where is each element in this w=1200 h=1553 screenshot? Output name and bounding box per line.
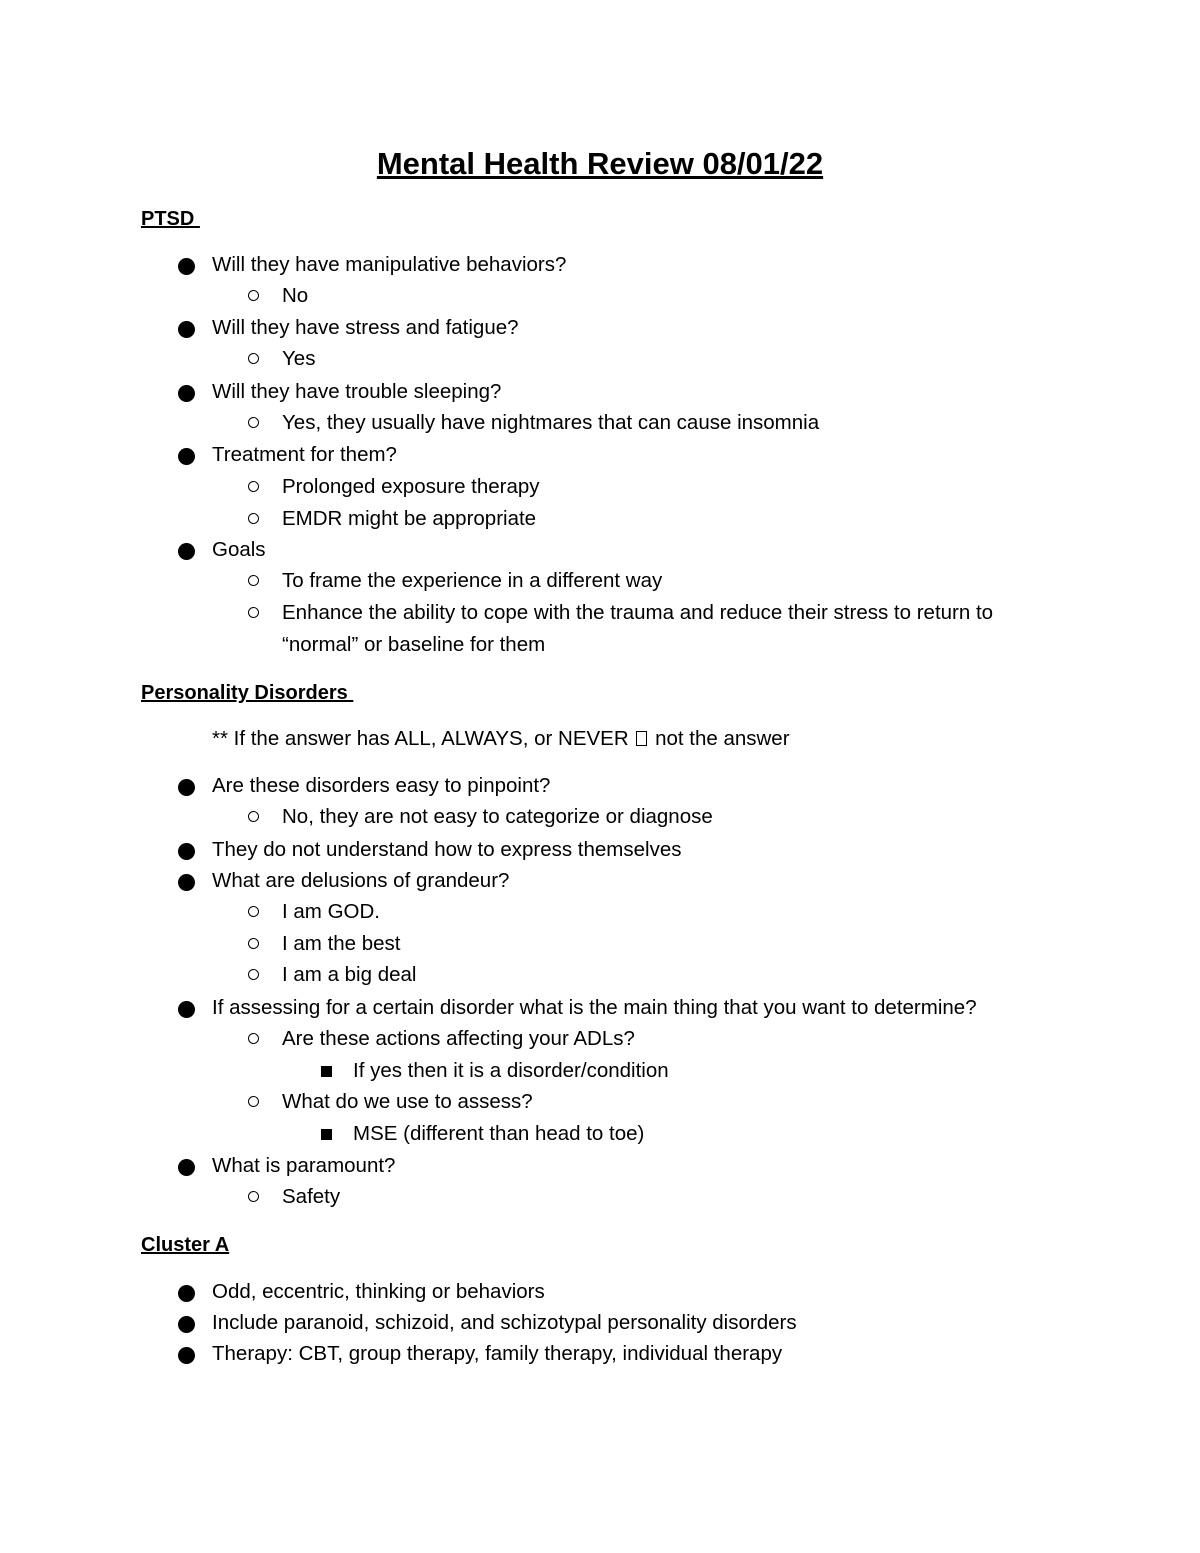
list-item: They do not understand how to express themselves <box>212 838 682 861</box>
list-item: If assessing for a certain disorder what is the main thing that you want to determine? <box>212 996 977 1019</box>
circle-bullet-icon <box>248 575 259 586</box>
arrow-glyph-icon <box>636 731 647 746</box>
list-item: Enhance the ability to cope with the trauma and reduce their stress to return to <box>282 601 994 624</box>
section-heading-personality-disorders: Personality Disorders <box>141 682 354 704</box>
disc-bullet-icon <box>178 1347 195 1364</box>
circle-bullet-icon <box>248 353 259 364</box>
list-item-continuation: “normal” or baseline for them <box>282 633 546 656</box>
list-item: MSE (different than head to toe) <box>353 1122 645 1145</box>
list-item: To frame the experience in a different way <box>282 569 663 592</box>
disc-bullet-icon <box>178 1159 195 1176</box>
section-heading-cluster-a: Cluster A <box>141 1234 230 1256</box>
note-text-after: not the answer <box>655 727 790 750</box>
circle-bullet-icon <box>248 938 259 949</box>
disc-bullet-icon <box>178 874 195 891</box>
disc-bullet-icon <box>178 1316 195 1333</box>
disc-bullet-icon <box>178 385 195 402</box>
disc-bullet-icon <box>178 843 195 860</box>
circle-bullet-icon <box>248 513 259 524</box>
list-item: Will they have stress and fatigue? <box>212 316 519 339</box>
circle-bullet-icon <box>248 811 259 822</box>
answer-tip-note <box>212 726 790 752</box>
list-item: Safety <box>282 1185 341 1208</box>
list-item: Treatment for them? <box>212 443 397 466</box>
list-item: Yes, they usually have nightmares that can cause insomnia <box>282 411 820 434</box>
list-item: Therapy: CBT, group therapy, family therapy, individual therapy <box>212 1342 783 1365</box>
list-item: Prolonged exposure therapy <box>282 475 540 498</box>
note-text-before: ** If the answer has ALL, ALWAYS, or NEVER <box>212 727 629 750</box>
document-title: Mental Health Review 08/01/22 <box>376 146 824 181</box>
square-bullet-icon <box>321 1129 332 1140</box>
disc-bullet-icon <box>178 543 195 560</box>
circle-bullet-icon <box>248 1033 259 1044</box>
list-item: I am a big deal <box>282 963 417 986</box>
list-item: Will they have manipulative behaviors? <box>212 253 567 276</box>
list-item: No <box>282 284 309 307</box>
list-item: What are delusions of grandeur? <box>212 869 510 892</box>
list-item: Include paranoid, schizoid, and schizotypal personality disorders <box>212 1311 797 1334</box>
list-item: Goals <box>212 538 266 561</box>
list-item: Are these actions affecting your ADLs? <box>282 1027 635 1050</box>
list-item: What is paramount? <box>212 1154 396 1177</box>
list-item: If yes then it is a disorder/condition <box>353 1059 669 1082</box>
circle-bullet-icon <box>248 1191 259 1202</box>
list-item: Odd, eccentric, thinking or behaviors <box>212 1280 545 1303</box>
section-heading-ptsd: PTSD <box>141 208 200 230</box>
circle-bullet-icon <box>248 417 259 428</box>
circle-bullet-icon <box>248 290 259 301</box>
circle-bullet-icon <box>248 906 259 917</box>
square-bullet-icon <box>321 1066 332 1077</box>
circle-bullet-icon <box>248 607 259 618</box>
list-item: What do we use to assess? <box>282 1090 533 1113</box>
list-item: Yes <box>282 347 316 370</box>
list-item: Will they have trouble sleeping? <box>212 380 502 403</box>
disc-bullet-icon <box>178 321 195 338</box>
list-item: I am the best <box>282 932 401 955</box>
disc-bullet-icon <box>178 1285 195 1302</box>
circle-bullet-icon <box>248 481 259 492</box>
circle-bullet-icon <box>248 1096 259 1107</box>
circle-bullet-icon <box>248 969 259 980</box>
list-item: Are these disorders easy to pinpoint? <box>212 774 551 797</box>
list-item: I am GOD. <box>282 900 380 923</box>
disc-bullet-icon <box>178 258 195 275</box>
list-item: EMDR might be appropriate <box>282 507 537 530</box>
disc-bullet-icon <box>178 448 195 465</box>
list-item: No, they are not easy to categorize or diagnose <box>282 805 713 828</box>
disc-bullet-icon <box>178 1001 195 1018</box>
disc-bullet-icon <box>178 779 195 796</box>
